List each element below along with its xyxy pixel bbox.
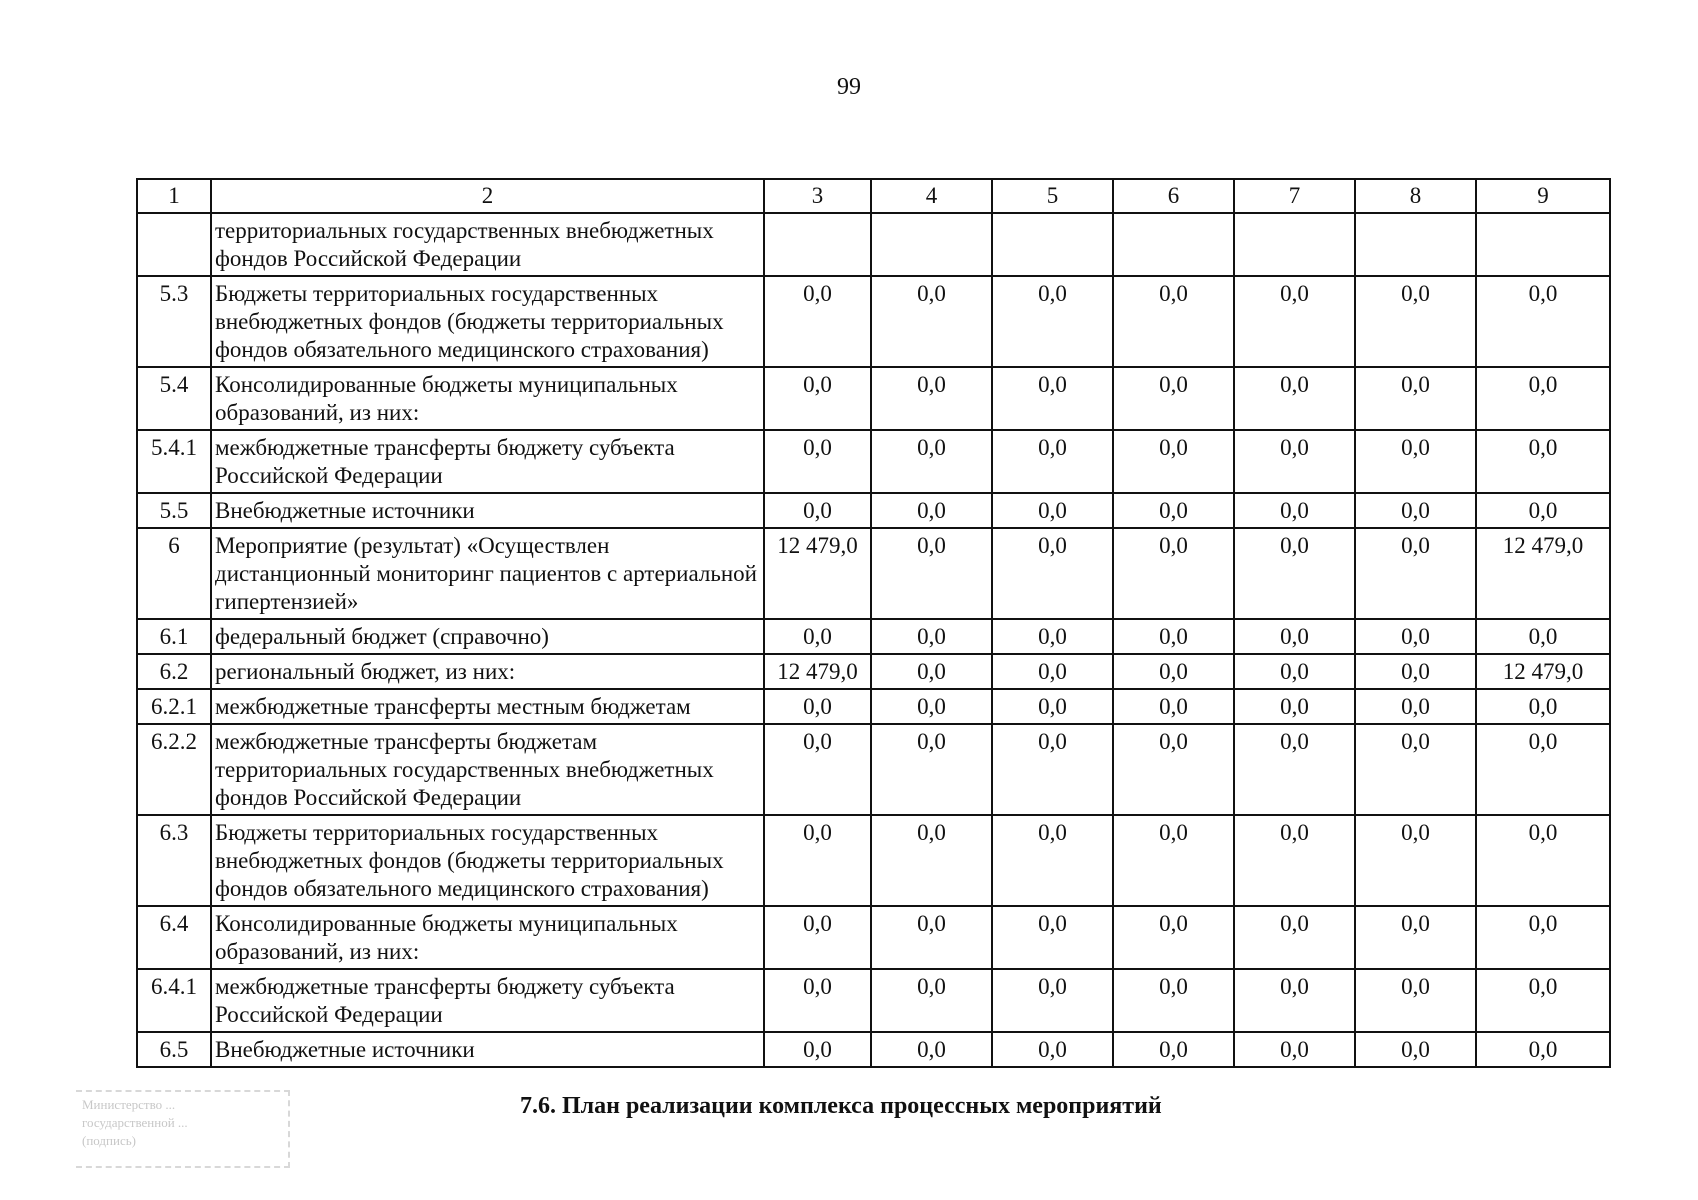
row-value: 0,0 [871,906,992,969]
table-row [137,906,1610,969]
row-value: 0,0 [1113,969,1234,1032]
row-number: 6 [137,528,211,619]
row-value: 0,0 [871,493,992,528]
row-value: 0,0 [1234,969,1355,1032]
row-value: 0,0 [1234,906,1355,969]
table-row [137,493,1610,528]
budget-table [136,178,1611,1068]
row-value: 0,0 [1355,815,1476,906]
row-value: 0,0 [871,430,992,493]
row-value [764,213,871,276]
row-description: Бюджеты территориальных государственных внебюджетных фондов (бюджеты территориальных фондов обязательного медицинского страхования) [211,815,764,906]
row-value: 0,0 [992,1032,1113,1067]
row-value: 0,0 [1355,969,1476,1032]
row-value: 0,0 [1355,906,1476,969]
row-value: 0,0 [1476,1032,1610,1067]
row-number: 6.2.2 [137,724,211,815]
table-row [137,213,1610,276]
row-number: 6.4.1 [137,969,211,1032]
row-value: 0,0 [992,430,1113,493]
row-value: 0,0 [1476,906,1610,969]
row-value: 0,0 [992,906,1113,969]
row-value: 0,0 [1234,724,1355,815]
row-value: 0,0 [992,367,1113,430]
row-value: 0,0 [1234,619,1355,654]
row-value: 12 479,0 [764,528,871,619]
table-row [137,430,1610,493]
row-number: 5.3 [137,276,211,367]
row-value: 0,0 [871,528,992,619]
row-value: 0,0 [764,276,871,367]
row-value: 0,0 [1476,276,1610,367]
row-value: 0,0 [1113,528,1234,619]
stamp-line: (подпись) [82,1133,136,1148]
row-value: 0,0 [871,367,992,430]
row-description: Внебюджетные источники [211,493,764,528]
row-value: 0,0 [1355,528,1476,619]
row-value: 0,0 [1355,367,1476,430]
column-header: 2 [211,179,764,213]
row-value: 0,0 [764,619,871,654]
stamp-line: Министерство ... [82,1097,176,1112]
table-row [137,815,1610,906]
column-header: 1 [137,179,211,213]
row-value: 0,0 [871,969,992,1032]
row-value: 0,0 [1476,493,1610,528]
row-value [1113,213,1234,276]
row-value: 0,0 [1113,906,1234,969]
row-value: 0,0 [1355,430,1476,493]
row-value: 0,0 [1113,689,1234,724]
row-value: 0,0 [992,724,1113,815]
row-value: 0,0 [1234,1032,1355,1067]
row-value: 0,0 [992,689,1113,724]
row-value: 0,0 [992,619,1113,654]
row-value: 0,0 [1476,969,1610,1032]
column-header: 3 [764,179,871,213]
row-description: территориальных государственных внебюджетных фондов Российской Федерации [211,213,764,276]
row-number: 6.5 [137,1032,211,1067]
row-description: межбюджетные трансферты бюджетам территориальных государственных внебюджетных фондов Российской Федерации [211,724,764,815]
column-header: 6 [1113,179,1234,213]
row-description: Бюджеты территориальных государственных внебюджетных фондов (бюджеты территориальных фондов обязательного медицинского страхования) [211,276,764,367]
row-description: межбюджетные трансферты местным бюджетам [211,689,764,724]
row-value: 0,0 [871,724,992,815]
column-header: 9 [1476,179,1610,213]
row-value [871,213,992,276]
row-value [1476,213,1610,276]
table-row [137,969,1610,1032]
row-value: 0,0 [764,1032,871,1067]
row-value: 0,0 [871,654,992,689]
table-row [137,528,1610,619]
row-description: Консолидированные бюджеты муниципальных образований, из них: [211,367,764,430]
row-description: межбюджетные трансферты бюджету субъекта Российской Федерации [211,969,764,1032]
row-value: 0,0 [1355,619,1476,654]
table-header-row [137,179,1610,213]
row-value: 0,0 [1113,619,1234,654]
row-value: 0,0 [1355,724,1476,815]
row-value: 0,0 [1234,430,1355,493]
row-value: 0,0 [992,493,1113,528]
row-number: 5.4 [137,367,211,430]
table-body [137,213,1610,1067]
row-number: 6.1 [137,619,211,654]
row-value: 0,0 [764,367,871,430]
row-value: 0,0 [1234,815,1355,906]
table-row [137,654,1610,689]
row-value: 0,0 [1113,276,1234,367]
row-description: межбюджетные трансферты бюджету субъекта Российской Федерации [211,430,764,493]
column-header: 8 [1355,179,1476,213]
row-value: 0,0 [764,969,871,1032]
row-value: 0,0 [1113,367,1234,430]
row-value: 0,0 [764,815,871,906]
table-row [137,1032,1610,1067]
row-value: 12 479,0 [764,654,871,689]
row-value: 0,0 [871,815,992,906]
row-value: 0,0 [1113,815,1234,906]
row-value: 0,0 [992,654,1113,689]
row-number [137,213,211,276]
row-value: 0,0 [1113,493,1234,528]
row-description: Консолидированные бюджеты муниципальных образований, из них: [211,906,764,969]
row-value: 0,0 [1234,689,1355,724]
row-number: 5.4.1 [137,430,211,493]
row-value: 0,0 [764,906,871,969]
column-header: 7 [1234,179,1355,213]
row-value: 0,0 [1476,689,1610,724]
row-value [1355,213,1476,276]
table-row [137,619,1610,654]
row-value: 0,0 [1476,815,1610,906]
row-value: 0,0 [764,430,871,493]
row-value: 0,0 [871,619,992,654]
row-value: 0,0 [1234,367,1355,430]
row-value: 0,0 [992,969,1113,1032]
row-value: 0,0 [1355,1032,1476,1067]
page-number: 99 [837,74,861,100]
row-value [1234,213,1355,276]
row-value: 0,0 [871,1032,992,1067]
row-value: 0,0 [764,724,871,815]
row-value: 0,0 [1113,724,1234,815]
row-value: 0,0 [1234,276,1355,367]
row-value: 0,0 [1113,430,1234,493]
row-number: 6.2.1 [137,689,211,724]
row-number: 6.4 [137,906,211,969]
row-description: Внебюджетные источники [211,1032,764,1067]
row-description: региональный бюджет, из них: [211,654,764,689]
column-header: 5 [992,179,1113,213]
row-value: 0,0 [1476,724,1610,815]
column-header: 4 [871,179,992,213]
row-value: 0,0 [1113,1032,1234,1067]
registration-stamp [76,1090,290,1168]
table-row [137,724,1610,815]
row-value: 0,0 [764,689,871,724]
row-value: 0,0 [992,528,1113,619]
row-value: 0,0 [871,276,992,367]
row-value: 0,0 [992,276,1113,367]
row-value: 0,0 [1476,619,1610,654]
table-row [137,276,1610,367]
row-value: 0,0 [1476,367,1610,430]
table-row [137,689,1610,724]
row-number: 6.2 [137,654,211,689]
row-value: 0,0 [1234,528,1355,619]
row-value: 0,0 [1355,654,1476,689]
row-value: 0,0 [992,815,1113,906]
row-value: 0,0 [1113,654,1234,689]
row-value: 0,0 [1355,689,1476,724]
stamp-line: государственной ... [82,1115,188,1130]
row-number: 5.5 [137,493,211,528]
row-value: 0,0 [871,689,992,724]
row-value: 12 479,0 [1476,528,1610,619]
row-value: 0,0 [1476,430,1610,493]
row-description: федеральный бюджет (справочно) [211,619,764,654]
row-value: 12 479,0 [1476,654,1610,689]
row-value: 0,0 [1234,654,1355,689]
row-value: 0,0 [1355,276,1476,367]
row-number: 6.3 [137,815,211,906]
row-description: Мероприятие (результат) «Осуществлен дистанционный мониторинг пациентов с артериальной гипертензией» [211,528,764,619]
row-value: 0,0 [1234,493,1355,528]
row-value: 0,0 [1355,493,1476,528]
row-value: 0,0 [764,493,871,528]
section-title: 7.6. План реализации комплекса процессных мероприятий [520,1093,1162,1119]
table-row [137,367,1610,430]
row-value [992,213,1113,276]
